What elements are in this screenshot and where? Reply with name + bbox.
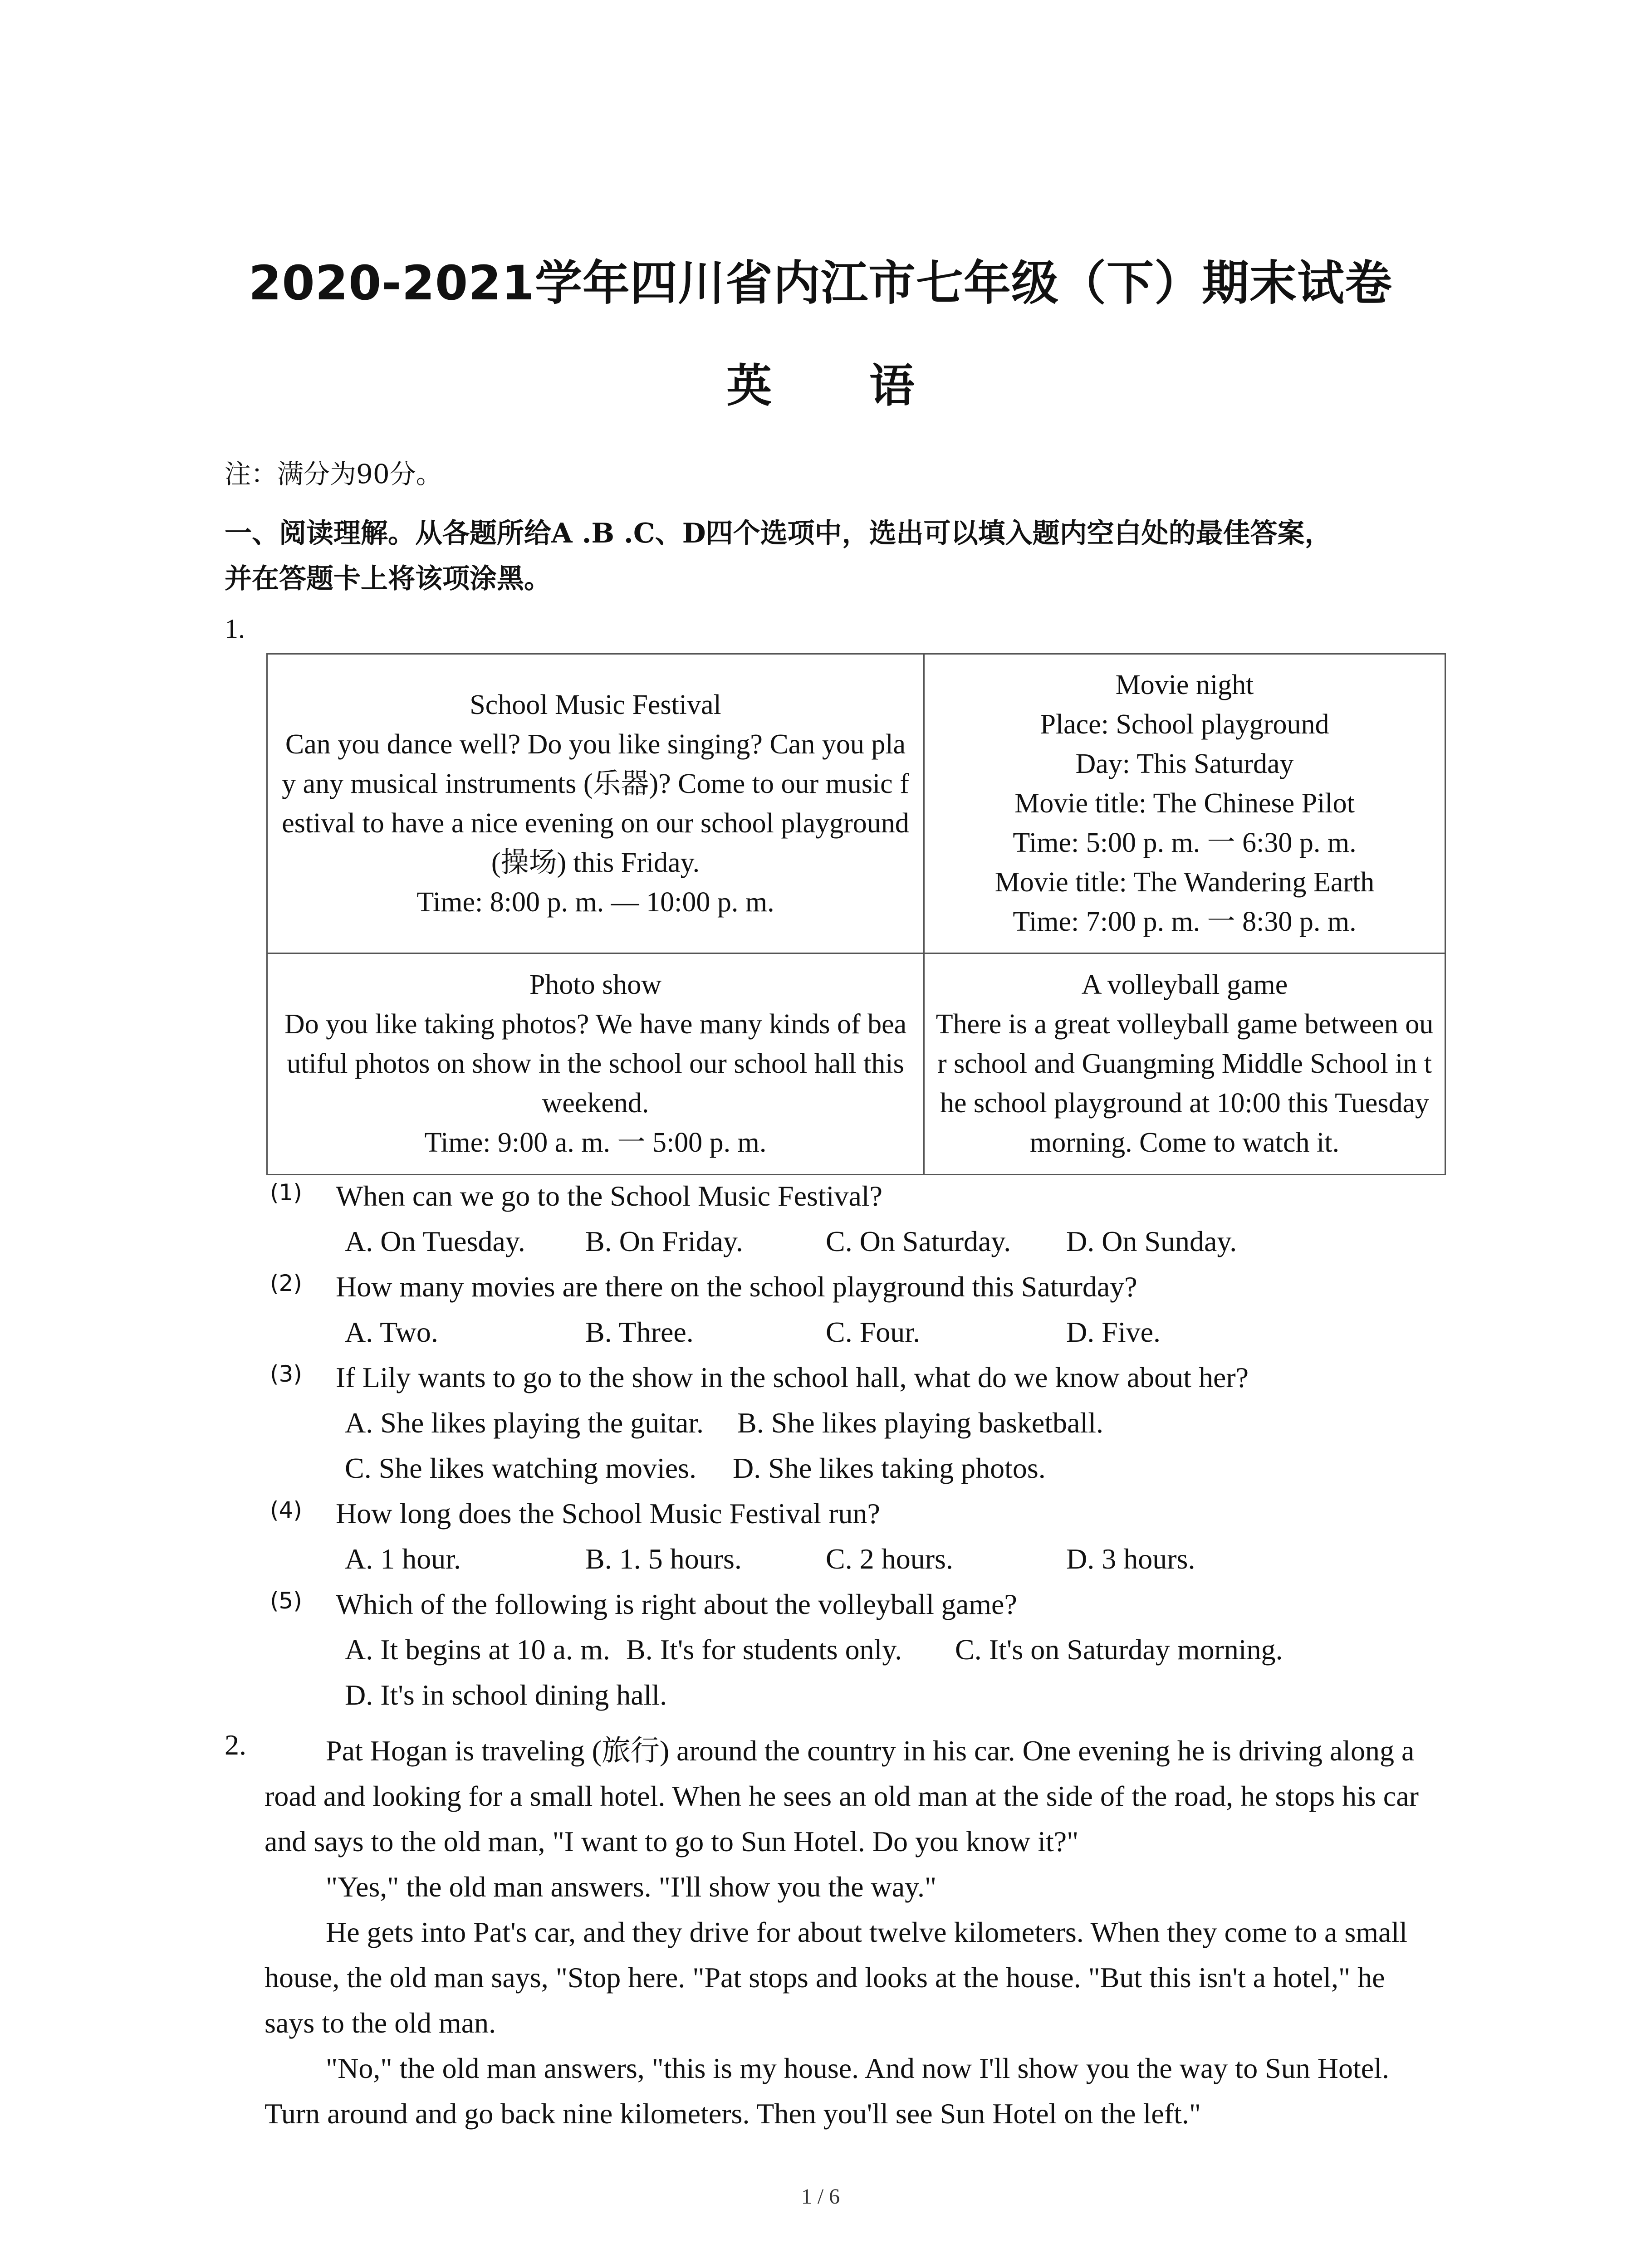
subject-title: 英 语 xyxy=(726,359,955,412)
option-b: B. On Friday. xyxy=(585,1225,743,1257)
notice-title: Photo show xyxy=(529,969,662,1000)
option-a: A. She likes playing the guitar. xyxy=(345,1407,704,1439)
notice-body: There is a great volleyball game between our school and Guangming Middle School in the school playground at 10:00 this Tuesdaymorning. Come to watch it. xyxy=(936,1009,1434,1158)
notice-body: Can you dance well? Do you like singing? Can you play any musical instruments (乐器)? Come to our music festival to have a nice evening on our school playground (操场) this Friday. xyxy=(282,728,909,878)
subquestion-number: (4) xyxy=(270,1497,302,1523)
notice-time: Time: 9:00 a. m. 一 5:00 p. m. xyxy=(424,1127,767,1158)
passage-paragraph: "Yes," the old man answers. "I'll show you the way." xyxy=(326,1871,937,1903)
passage-paragraph: He gets into Pat's car, and they drive for about twelve kilometers. When they come to a small house, the old man says, "Stop here. "Pat stops and looks at the house. "But this isn't a hotel," he says to the old man. xyxy=(265,1916,1407,2039)
option-d: D. 3 hours. xyxy=(1066,1543,1195,1575)
notice-line: Movie title: The Chinese Pilot xyxy=(1014,788,1355,819)
option-b: B. It's for students only. xyxy=(626,1633,902,1666)
notice-title: Movie night xyxy=(1115,670,1254,700)
subquestion-number: (1) xyxy=(270,1179,302,1206)
subquestion-text: If Lily wants to go to the show in the school hall, what do we know about her? xyxy=(336,1361,1249,1393)
subquestion xyxy=(0,1497,1641,1542)
page-number: 1 / 6 xyxy=(801,2185,840,2209)
passage-paragraph: "No," the old man answers, "this is my house. And now I'll show you the way to Sun Hotel. Turn around and go back nine kilometers. Then you'll see Sun Hotel on the left." xyxy=(265,2052,1389,2130)
option-a: A. Two. xyxy=(345,1316,438,1348)
notice-photo-show xyxy=(267,953,924,1175)
subquestion xyxy=(0,1179,1641,1225)
notice-title: School Music Festival xyxy=(470,689,721,720)
notice-line: Time: 7:00 p. m. 一 8:30 p. m. xyxy=(1013,906,1357,937)
option-d: D. It's in school dining hall. xyxy=(345,1679,667,1711)
option-c: C. It's on Saturday morning. xyxy=(955,1633,1283,1666)
notice-line: Time: 5:00 p. m. 一 6:30 p. m. xyxy=(1013,827,1357,858)
subquestion xyxy=(0,1361,1641,1406)
subquestion xyxy=(0,1270,1641,1315)
passage-paragraph: Pat Hogan is traveling (旅行) around the country in his car. One evening he is driving along a road and looking for a small hotel. When he sees an old man at the side of the road, he stops his car and says to the old man, "I want to go to Sun Hotel. Do you know it?" xyxy=(265,1735,1419,1857)
notice-line: Place: School playground xyxy=(1040,709,1329,740)
subquestion-text: How long does the School Music Festival run? xyxy=(336,1497,880,1530)
notice-time: Time: 8:00 p. m. — 10:00 p. m. xyxy=(416,886,774,918)
score-note: 注：满分为90分。 xyxy=(225,459,442,489)
reading-passage xyxy=(265,1728,1426,2136)
option-c: C. She likes watching movies. xyxy=(345,1452,697,1484)
question-number: 1. xyxy=(225,614,245,644)
notice-music-festival xyxy=(267,654,924,953)
notice-line: Movie title: The Wandering Earth xyxy=(994,867,1375,898)
option-b: B. Three. xyxy=(585,1316,694,1348)
option-d: D. She likes taking photos. xyxy=(733,1452,1046,1484)
subquestion xyxy=(0,1588,1641,1633)
section-instruction-line2: 并在答题卡上将该项涂黑。 xyxy=(225,563,551,595)
section-instruction-line1: 一、阅读理解。从各题所给A .B .C、D四个选项中，选出可以填入题内空白处的最佳答案， xyxy=(225,518,1332,549)
notice-board-table xyxy=(266,653,1446,1175)
subquestion-text: How many movies are there on the school playground this Saturday? xyxy=(336,1271,1137,1303)
option-d: D. On Sunday. xyxy=(1066,1225,1237,1257)
notice-volleyball-game xyxy=(924,953,1445,1175)
question-number: 2. xyxy=(225,1729,246,1761)
exam-title: 2020-2021学年四川省内江市七年级（下）期末试卷 xyxy=(248,255,1393,311)
option-b: B. She likes playing basketball. xyxy=(737,1407,1103,1439)
option-a: A. It begins at 10 a. m. xyxy=(345,1633,610,1666)
option-c: C. Four. xyxy=(826,1316,921,1348)
option-a: A. 1 hour. xyxy=(345,1543,461,1575)
notice-title: A volleyball game xyxy=(1081,969,1288,1000)
option-c: C. 2 hours. xyxy=(826,1543,953,1575)
subquestion-number: (2) xyxy=(270,1270,302,1296)
option-b: B. 1. 5 hours. xyxy=(585,1543,742,1575)
option-a: A. On Tuesday. xyxy=(345,1225,525,1257)
subquestion-number: (3) xyxy=(270,1361,302,1387)
option-c: C. On Saturday. xyxy=(826,1225,1011,1257)
notice-movie-night xyxy=(924,654,1445,953)
notice-body: Do you like taking photos? We have many kinds of beautiful photos on show in the school our school hall this weekend. xyxy=(284,1009,907,1119)
notice-line: Day: This Saturday xyxy=(1075,748,1294,779)
subquestion-number: (5) xyxy=(270,1588,302,1614)
subquestion-text: Which of the following is right about the volleyball game? xyxy=(336,1588,1017,1620)
option-d: D. Five. xyxy=(1066,1316,1161,1348)
subquestion-text: When can we go to the School Music Festival? xyxy=(336,1180,883,1212)
